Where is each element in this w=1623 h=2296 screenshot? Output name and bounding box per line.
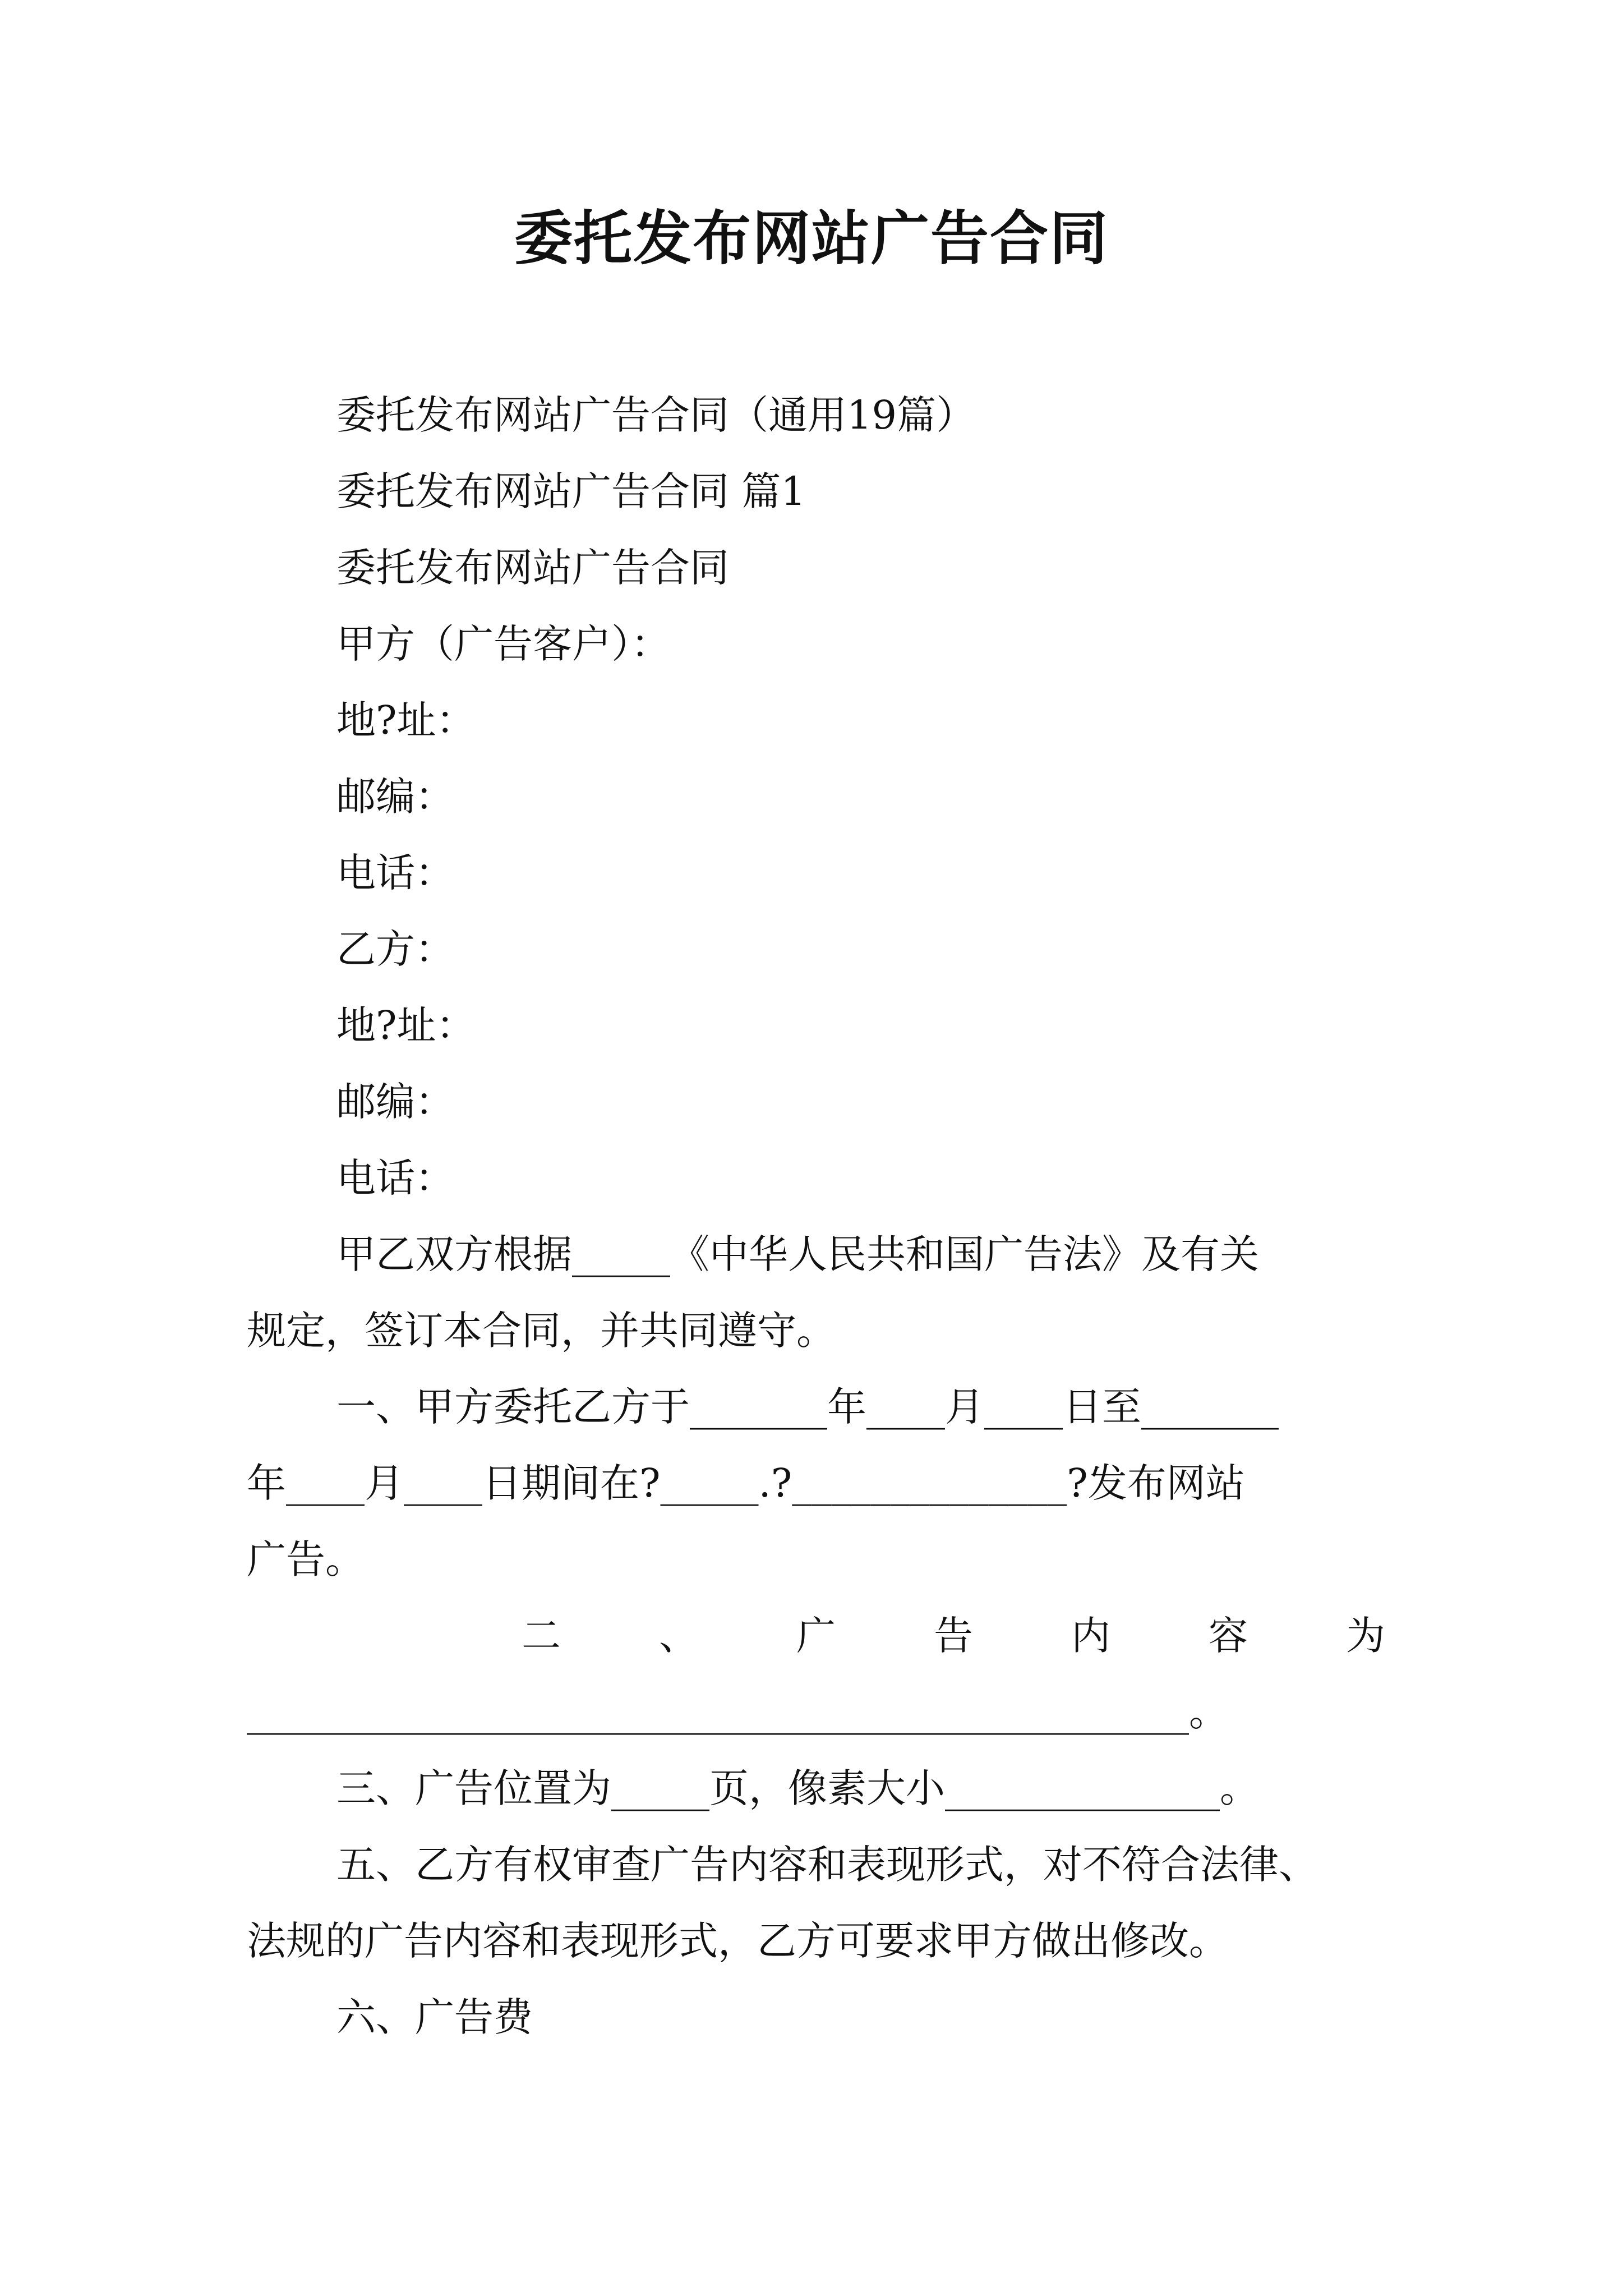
clause-5-line: 法规的广告内容和表现形式，乙方可要求甲方做出修改。: [247, 1918, 1228, 1964]
party-a-phone: 电话：: [336, 850, 454, 896]
party-a-label: 甲方（广告客户）：: [336, 621, 670, 667]
section-heading: 委托发布网站广告合同 篇1: [336, 468, 806, 514]
clause-2-blank-line: ________________________________________________。: [247, 1689, 1228, 1735]
body-paragraph-line: 甲乙双方根据_____《中华人民共和国广告法》及有关: [336, 1231, 1259, 1277]
party-b-postcode: 邮编：: [336, 1079, 454, 1125]
party-b-address: 地?址：: [336, 1002, 476, 1048]
clause-1-line: 广告。: [247, 1536, 365, 1582]
contract-name-line: 委托发布网站广告合同: [336, 545, 729, 591]
party-a-address: 地?址：: [336, 697, 476, 743]
party-b-phone: 电话：: [336, 1155, 454, 1201]
clause-2-line: 二 、 广 告 内 容 为: [522, 1613, 1385, 1659]
clause-6-heading: 六、广告费: [336, 1994, 533, 2040]
clause-1-line: 一、甲方委托乙方于_______年____月____日至_______: [336, 1384, 1279, 1430]
body-paragraph-line: 规定，签订本合同，并共同遵守。: [247, 1308, 836, 1354]
clause-3-line: 三、广告位置为_____页，像素大小______________。: [336, 1765, 1259, 1811]
subtitle-line: 委托发布网站广告合同（通用19篇）: [336, 392, 976, 438]
document-title: 委托发布网站广告合同: [514, 204, 1109, 273]
party-a-postcode: 邮编：: [336, 774, 454, 820]
clause-5-line: 五、乙方有权审查广告内容和表现形式，对不符合法律、: [336, 1842, 1318, 1888]
party-b-label: 乙方：: [336, 926, 454, 972]
clause-1-line: 年____月____日期间在?_____.?______________?发布网站: [247, 1460, 1245, 1506]
